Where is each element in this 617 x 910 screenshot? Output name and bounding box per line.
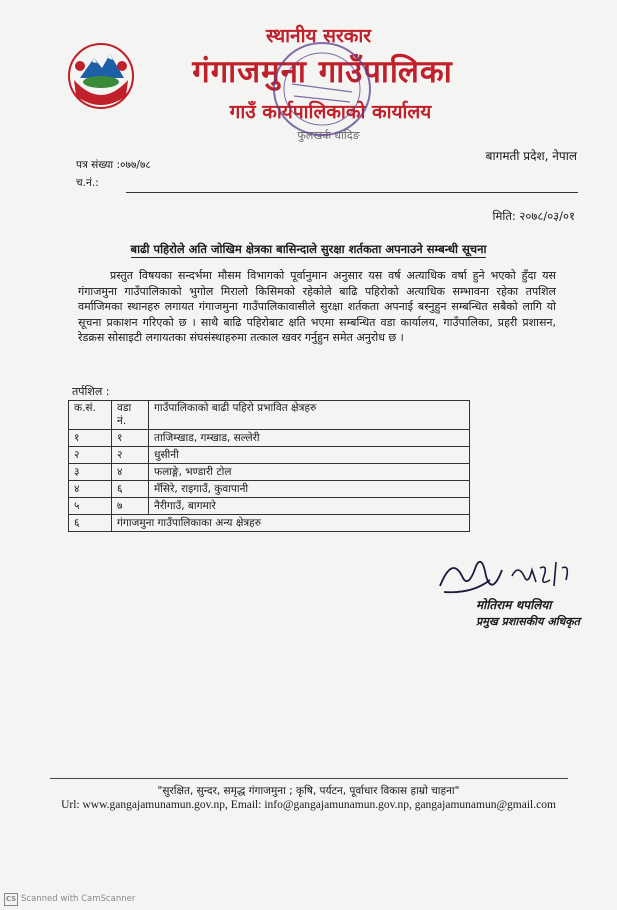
cell-ward: १ xyxy=(112,430,149,447)
dispatch-number: च.नं.: xyxy=(76,177,99,189)
cell-ward: ७ xyxy=(112,498,149,515)
letterhead-location: फुलखर्क धादिङ xyxy=(297,129,360,142)
cell-areas: फलाङ्गे, भण्डारी टोल xyxy=(149,464,470,481)
scanner-watermark-text: Scanned with CamScanner xyxy=(21,894,136,904)
letter-reference-number: पत्र संख्या :०७७/७८ xyxy=(76,159,151,171)
cell-serial: ४ xyxy=(69,481,112,498)
letter-body: प्रस्तुत विषयका सन्दर्भमा मौसम विभागको पूर्वानुमान अनुसार यस वर्ष अत्याधिक वर्षा हुने भएको हुँदा यस गंगाजमुना गाउँपालिकाको भुगोल मिरालो किसिमको रहेकोले बाढि पहिरोको अत्याधिक सम्भावना रहेका तपशिल वर्माजिमका स्थानहरु लगायत गंगाजमुना गाउँपालिकावासीले सुरक्षा शर्तकता अपनाई बस्नुहुन सम्बन्धित सबैको लागि यो सूचना प्रकाशन गरिएको छ । साथै बाढि पहिरोबाट क्षति भएमा सम्बन्धित वडा कार्यालय, गाउँपालिका, प्रहरी प्रशासन, रेडक्रस सोसाइटी लगायतका संघसंस्थाहरुमा तत्काल खवर गर्नुहुन समेत अनुरोध छ । xyxy=(78,269,556,345)
cell-serial: २ xyxy=(69,447,112,464)
cell-serial: ६ xyxy=(69,515,112,532)
signatory-name: मोतिराम थपलिया xyxy=(476,598,552,612)
letter-subject xyxy=(0,242,617,257)
affected-areas-table xyxy=(68,400,470,532)
annex-label: तर्पशिल : xyxy=(72,385,110,398)
cell-areas: गंगाजमुना गाउँपालिकाका अन्य क्षेत्रहरु xyxy=(112,515,470,532)
province-label: बागमती प्रदेश, नेपाल xyxy=(485,149,577,163)
letterhead-office-name: गाउँ कार्यपालिकाको कार्यालय xyxy=(229,101,432,123)
cell-areas: ताजिम्खाड, गम्खाड, सल्लेरी xyxy=(149,430,470,447)
cell-serial: ३ xyxy=(69,464,112,481)
signatory-title: प्रमुख प्रशासकीय अधिकृत xyxy=(476,615,580,628)
camscanner-logo-icon: CS xyxy=(4,893,18,906)
table-row xyxy=(69,430,470,447)
letter-date: मिति: २०७८/०३/०१ xyxy=(492,209,575,223)
office-stamp-icon xyxy=(262,34,382,144)
cell-ward: ४ xyxy=(112,464,149,481)
cell-ward: २ xyxy=(112,447,149,464)
table-row xyxy=(69,515,470,532)
header-areas: गाउँपालिकाको बाढी पहिरो प्रभावित क्षेत्रहरु xyxy=(149,401,470,430)
table-row xyxy=(69,464,470,481)
cell-areas: नैरीगाउँ, बागमारे xyxy=(149,498,470,515)
header-ward: वडा नं. xyxy=(112,401,149,430)
cell-ward: ६ xyxy=(112,481,149,498)
scanner-watermark xyxy=(4,893,135,906)
cell-serial: ५ xyxy=(69,498,112,515)
table-row xyxy=(69,447,470,464)
cell-areas: मँसिरे, राइगाउँ, कुवापानी xyxy=(149,481,470,498)
footer-contact: Url: www.gangajamunamun.gov.np, Email: info@gangajamunamun.gov.np, gangajamunamun@gmail.com xyxy=(61,799,556,811)
table-row xyxy=(69,498,470,515)
letterhead-municipality-name: गंगाजमुना गाउँपालिका xyxy=(192,54,453,90)
cell-serial: १ xyxy=(69,430,112,447)
cell-areas: धुसीनी xyxy=(149,447,470,464)
table-row xyxy=(69,481,470,498)
footer-slogan: "सुरक्षित, सुन्दर, समृद्ध गंगाजमुना ; कृषि, पर्यटन, पूर्वाधार विकास हाम्रो चाहना" xyxy=(157,785,460,797)
header-serial: क.सं. xyxy=(69,401,112,430)
header-divider xyxy=(126,192,578,193)
subject-text: बाढी पहिरोले अति जोखिम क्षेत्रका बासिन्दाले सुरक्षा शर्तकता अपनाउने सम्बन्धी सूचना xyxy=(130,242,487,256)
footer-divider xyxy=(50,778,568,779)
table-header-row xyxy=(69,401,470,430)
letterhead-line1: स्थानीय सरकार xyxy=(265,25,372,47)
